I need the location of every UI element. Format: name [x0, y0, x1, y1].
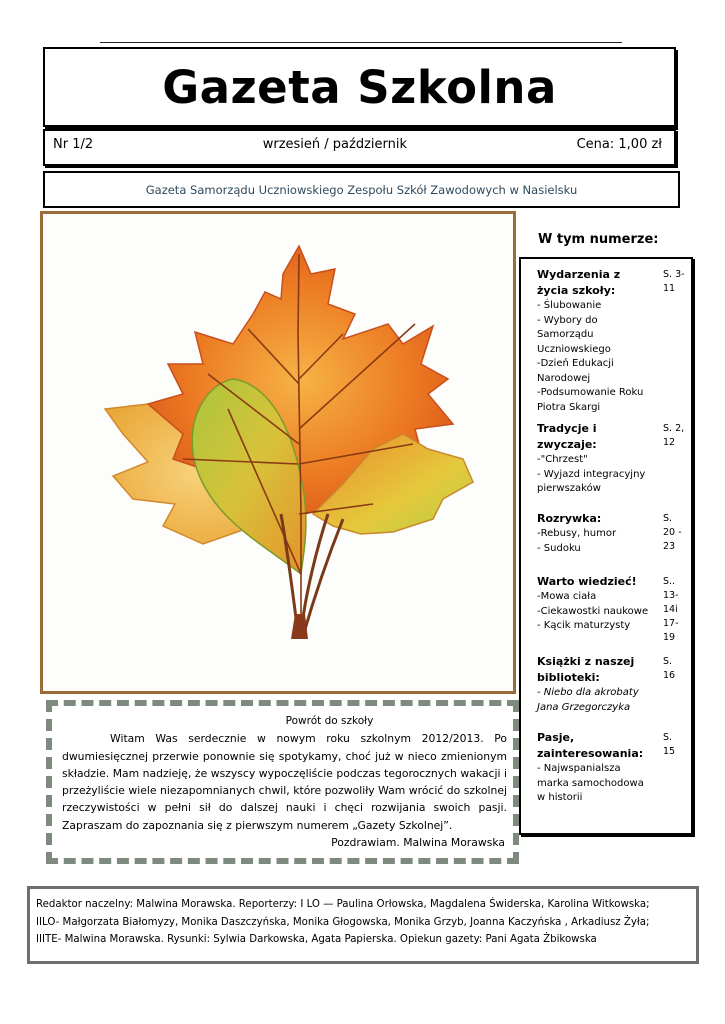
letter-title: Powrót do szkoły: [285, 715, 374, 727]
toc-section-title: Wydarzenia z życia szkoły:: [537, 268, 621, 297]
toc-section-books[interactable]: [537, 654, 687, 715]
toc-box: [519, 257, 693, 835]
issue-months: wrzesień / październik: [262, 137, 408, 152]
letter-signature: Pozdrawiam. Malwina Morawska: [331, 836, 505, 850]
toc-section-title: Tradycje i zwyczaje:: [537, 422, 597, 451]
issue-info-row: [43, 129, 676, 166]
toc-item: - Sudoku: [537, 542, 581, 554]
toc-section-title: Pasje, zainteresowania:: [537, 731, 644, 760]
credits-line: IIITE- Malwina Morawska. Rysunki: Sylwia Darkowska, Agata Papierska. Opiekun gazety: Pani Agata Żbikowska: [36, 934, 597, 945]
toc-section-knowledge[interactable]: [537, 574, 687, 643]
autumn-leaves-drawing: [43, 214, 513, 691]
publisher-subtitle: Gazeta Samorządu Uczniowskiego Zespołu Szkół Zawodowych w Nasielsku: [145, 182, 578, 197]
stem-base: [291, 614, 308, 639]
credits-line: IILO- Małgorzata Białomyzy, Monika Daszczyńska, Monika Głogowska, Monika Grzyb, Joanna Kaczyńska , Arkadiusz Żyła;: [36, 916, 650, 928]
toc-page-ref: S. 15: [663, 732, 676, 757]
toc-item: -Mowa ciała: [537, 591, 597, 602]
editor-letter: [46, 700, 519, 864]
issue-number: Nr 1/2: [53, 137, 94, 152]
toc-item: - Ślubowanie: [537, 300, 602, 311]
toc-heading: W tym numerze:: [538, 232, 659, 247]
toc-page-ref: S.. 13-14i 17-19: [663, 576, 679, 643]
issue-price: Cena: 1,00 zł: [576, 137, 662, 152]
toc-section-traditions[interactable]: [537, 421, 687, 497]
toc-section-hobbies[interactable]: [537, 730, 687, 806]
toc-item: - Niebo dla akrobaty Jana Grzegorczyka: [537, 687, 639, 713]
toc-item: - Wyjazd integracyjny pierwszaków: [537, 468, 646, 494]
editorial-credits: [27, 886, 699, 964]
toc-item: -Dzień Edukacji Narodowej: [537, 358, 614, 384]
toc-page-ref: S. 3-11: [663, 269, 685, 294]
toc-page-ref: S. 2, 12: [663, 423, 685, 448]
toc-item: -Ciekawostki naukowe: [537, 605, 649, 617]
toc-page-ref: S. 20 - 23: [663, 513, 682, 552]
cover-illustration: [40, 211, 516, 694]
letter-body: Witam Was serdecznie w nowym roku szkolnym 2012/2013. Po dwumiesięcznej przerwie ponownie się spotykamy, choć już w nieco zmienionym składzie. Mam nadzieję, że wszyscy wypoczęliście podczas tegorocznych wakacji i przeżyliście wiele niezapomnianych chwil, które pozwoliły Wam wrócić do szkolnej rzeczywistości w pełni sił do dalszej nauki i chęci rozwijania swoich pasji. Zapraszam do zapoznania się z pierwszym numerem „Gazety Szkolnej”.: [62, 732, 507, 832]
toc-item: -Rebusy, humor: [537, 528, 617, 539]
toc-page-ref: S. 16: [663, 656, 676, 681]
toc-item: -"Chrzest": [537, 454, 588, 465]
toc-section-title: Warto wiedzieć!: [537, 575, 637, 588]
masthead-title: Gazeta Szkolna: [162, 60, 557, 114]
toc-item: -Podsumowanie Roku Piotra Skargi: [537, 387, 644, 413]
publisher-subtitle-box: [43, 171, 680, 208]
credits-line: Redaktor naczelny: Malwina Morawska. Reporterzy: I LO — Paulina Orłowska, Magdalena Świderska, Karolina Witkowska;: [36, 899, 650, 910]
toc-section-title: Rozrywka:: [537, 512, 602, 525]
toc-item: - Kącik maturzysty: [537, 620, 631, 631]
toc-section-title: Książki z naszej biblioteki:: [537, 655, 635, 684]
top-rule: [100, 42, 622, 43]
toc-section-events[interactable]: [537, 267, 687, 415]
masthead: [43, 47, 676, 127]
toc-section-fun[interactable]: [537, 511, 687, 556]
toc-item: - Wybory do Samorządu Uczniowskiego: [537, 314, 611, 355]
toc-item: - Najwspanialsza marka samochodowa w historii: [537, 763, 644, 803]
